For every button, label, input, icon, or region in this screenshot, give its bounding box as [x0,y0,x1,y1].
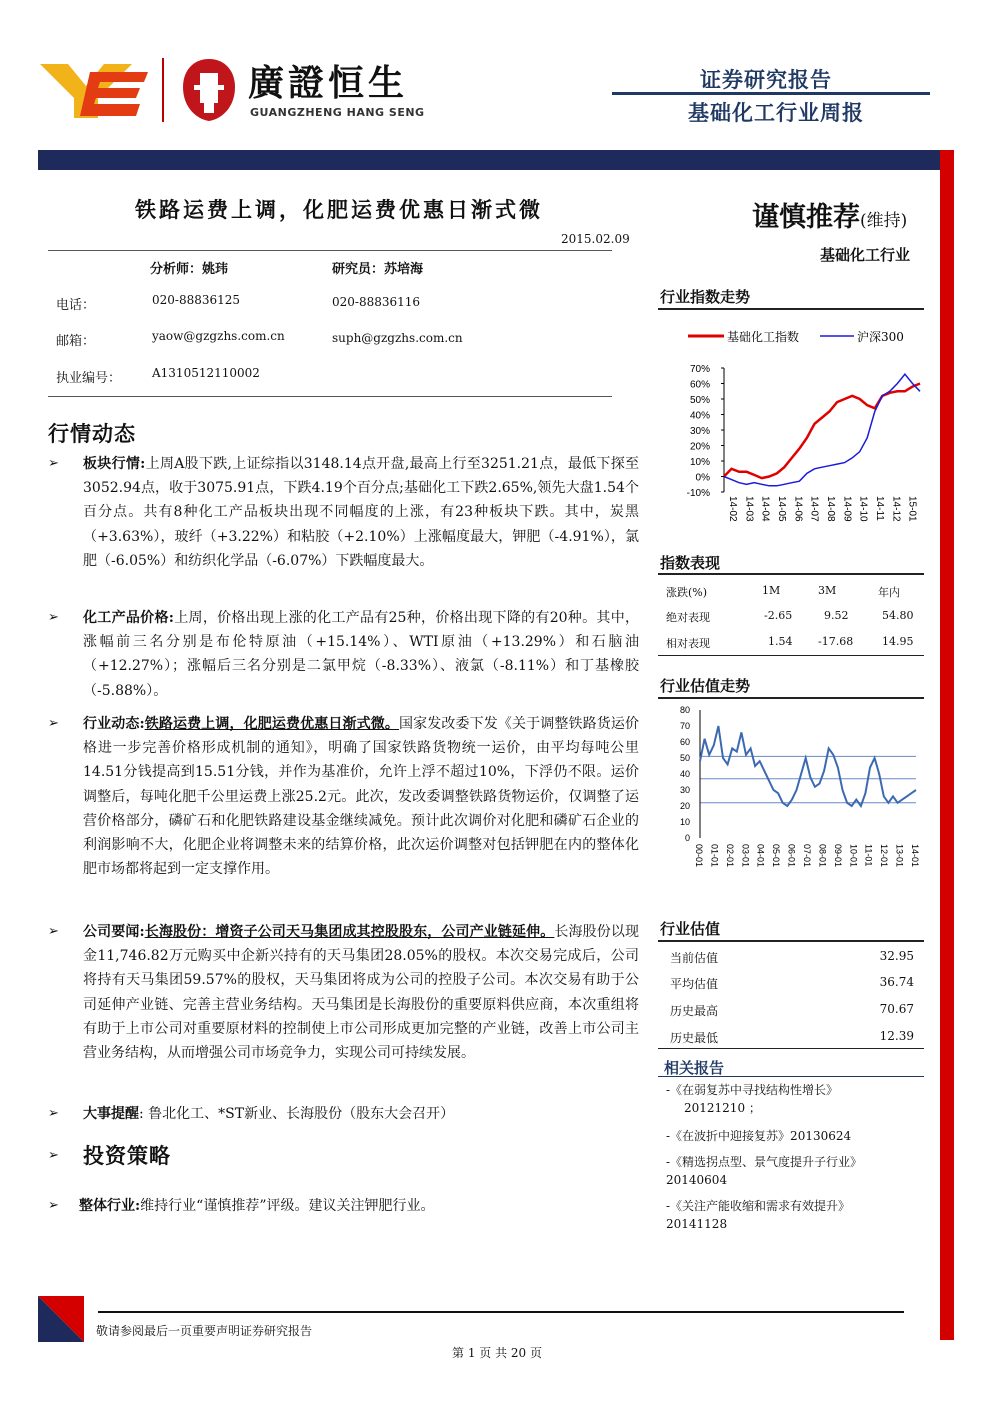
valuation-table [658,941,924,1049]
valuation-heading: 行业估值 [660,920,721,938]
report-subtitle: 基础化工行业周报 [688,101,864,125]
header-divider [612,92,930,95]
x-tick-label: 14-04 [759,496,771,522]
report-date: 2015.02.09 [561,232,630,246]
contact-bottom-rule [48,396,612,397]
perf-header-1m: 1M [762,584,781,597]
perf-cell: 1.54 [768,635,793,648]
valuation-value: 36.74 [879,975,914,989]
perf-cell: -2.65 [764,609,793,622]
related-report-date: 20121210 ； [684,1101,761,1115]
valuation-label: 平均估值 [670,977,719,991]
brand-logo-icon [40,58,150,122]
researcher-name: 研究员：苏培海 [332,262,424,277]
related-report-date: 20140604 [666,1173,728,1187]
brand-name: 廣證恒生 [248,62,409,104]
x-tick-label: 14-09 [841,496,853,522]
rating-sector: 基础化工行业 [820,246,911,264]
bullet-industry-news [83,712,639,881]
researcher-phone: 020-88836116 [332,295,421,309]
analyst-license: A1310512110002 [152,366,260,380]
y-tick-label: 40 [679,769,690,779]
related-report-title: -《关注产能收缩和需求有效提升》 [666,1199,851,1213]
rating-note: (维持) [860,211,908,231]
x-tick-label: 12-01 [879,844,890,868]
x-tick-label: 10-01 [848,844,859,868]
perf-header-ytd: 年内 [878,586,900,599]
y-tick-label: 70 [679,721,690,731]
y-tick-label: 70% [689,364,710,375]
related-reports-heading: 相关报告 [664,1059,725,1077]
bullet-arrow-icon: ➢ [48,610,59,625]
contact-top-rule [48,250,612,251]
bullet-text: 上周A股下跌,上证综指以3148.14点开盘,最高上行至3251.21点，最低下探至3052.94点，收于3075.91点，下跌4.19个百分点;基础化工下跌2.65%,领先大盘1.54个百分点。共有8种化工产品板块出现不同幅度的上涨，有23种板块下跌。其中，炭黑（+3.63%），玻纤（+3.22%）和粘胶（+2.10%）上涨幅度最大，钾肥（-4.91%），氯肥（-6.05%）和纺织化学品（-6.07%）下跌幅度最大。 [83,456,640,569]
chart-legend [688,329,904,344]
y-tick-label: -10% [686,488,710,499]
bullet-title: 化工产品价格: [83,610,174,626]
x-tick-label: 01-01 [709,844,720,868]
report-title: 铁路运费上调，化肥运费优惠日渐式微 [135,197,543,222]
section-heading-strategy: 投资策略 [83,1143,171,1168]
bullet-arrow-icon: ➢ [48,456,59,471]
bullet-text: 维持行业“谨慎推荐”评级。建议关注钾肥行业。 [140,1198,435,1214]
analyst-name: 分析师：姚玮 [150,262,229,277]
valuation-label: 当前估值 [670,951,719,965]
contact-label-phone: 电话： [56,298,96,313]
perf-cell: 9.52 [824,609,849,622]
sidebar-rule [658,697,924,699]
valuation-label: 历史最低 [670,1031,719,1045]
bullet-overall-industry [79,1194,635,1218]
x-tick-label: 14-01 [910,844,920,868]
y-tick-label: 50% [689,395,710,406]
bullet-title: 大事提醒 [83,1106,139,1122]
valuation-value: 70.67 [879,1002,914,1016]
x-tick-label: 03-01 [740,844,751,868]
bullet-events [83,1102,639,1126]
perf-header-3m: 3M [818,584,837,597]
y-tick-label: 10 [679,817,690,827]
series-valuation-line [700,726,916,806]
section-heading-market: 行情动态 [48,421,136,446]
x-tick-label: 04-01 [755,844,766,868]
rating [752,195,907,234]
x-tick-label: 14-05 [776,496,787,522]
contact-label-license: 执业编号： [56,371,122,386]
x-tick-label: 11-01 [863,844,874,867]
x-axis-ticks [727,496,918,522]
page-number: 第 1 页 共 20 页 [452,1346,542,1360]
valuation-label: 历史最高 [670,1004,719,1018]
y-tick-label: 50 [679,753,690,763]
index-trend-heading: 行业指数走势 [660,288,751,306]
bullet-text: 长海股份以现金11,746.82万元购买中企新兴持有的天马集团28.05%的股权。本次交易完成后，公司将持有天马集团59.57%的股权，天马集团将成为公司的控股子公司。本次交易有助于公司延伸产业链、完善主营业务结构。天马集团是长海股份的重要原料供应商，本次重组将有助于上市公司对重要原材料的控制使上市公司形成更加完整的产业链，改善上市公司主营业务结构，从而增强公司市场竞争力，实现公司可持续发展。 [83,924,640,1062]
x-tick-label: 14-06 [792,496,804,522]
related-report-title: -《在弱复苏中寻找结构性增长》 [666,1083,839,1097]
related-report-title: -《精选拐点型、景气度提升子行业》 [666,1155,863,1169]
header-band [38,150,940,170]
report-type: 证券研究报告 [700,68,832,92]
bullet-headline: 长海股份：增资子公司天马集团成其控股股东，公司产业链延伸。 [144,924,555,940]
x-tick-label: 13-01 [894,844,905,868]
y-tick-label: 20% [689,441,710,453]
logo-divider [162,58,164,122]
index-performance-heading: 指数表现 [660,554,721,572]
bullet-arrow-icon: ➢ [48,1198,59,1213]
bullet-company-news [83,920,639,1065]
related-report-title: -《在波折中迎接复苏》20130624 [666,1129,852,1143]
y-tick-label: 0% [695,472,710,484]
x-tick-label: 08-01 [817,844,828,868]
x-tick-label: 14-07 [808,496,820,522]
side-red-band [940,150,954,1340]
analyst-phone: 020-88836125 [152,293,241,307]
bullet-title: 板块行情: [83,456,146,472]
footer-disclaimer: 敬请参阅最后一页重要声明证券研究报告 [96,1324,313,1338]
bullet-title: 行业动态: [83,716,145,732]
valuation-trend-heading: 行业估值走势 [660,677,751,695]
x-tick-label: 14-08 [825,496,836,522]
analyst-email[interactable]: yaow@gzgzhs.com.cn [152,329,285,343]
perf-cell: -17.68 [818,635,854,648]
x-tick-label: 14-12 [890,496,902,522]
x-tick-label: 07-01 [802,844,812,868]
x-tick-label: 00-01 [694,844,704,868]
bullet-title: 公司要闻: [83,924,145,940]
sidebar-rule [658,308,924,310]
researcher-email[interactable]: suph@gzgzhs.com.cn [332,331,463,345]
perf-row-label: 绝对表现 [666,611,710,624]
x-tick-label: 09-01 [832,844,843,868]
valuation-trend-chart [658,700,924,890]
brand-name-en: GUANGZHENG HANG SENG [250,106,425,119]
x-tick-label: 06-01 [786,844,797,868]
y-tick-label: 30% [689,426,710,437]
bullet-arrow-icon: ➢ [48,716,59,731]
legend-label-hs300: 沪深300 [857,330,904,344]
sidebar-rule [658,1076,924,1077]
footer-corner-icon [38,1296,84,1342]
x-tick-label: 05-01 [771,844,782,868]
bullet-arrow-icon: ➢ [48,1106,59,1121]
valuation-value: 32.95 [879,949,914,963]
y-tick-label: 10% [689,457,710,468]
y-tick-label: 80 [679,705,690,715]
perf-header-label: 涨跌(%) [666,586,708,599]
bullet-headline: 铁路运费上调，化肥运费优惠日渐式微。 [144,716,400,732]
related-report-date: 20141128 [666,1217,728,1231]
bullet-arrow-icon: ➢ [48,924,59,939]
bullet-text: 上周，价格出现上涨的化工产品有25种，价格出现下降的有20种。其中，涨幅前三名分别是布伦特原油（+15.14%）、WTI原油（+13.29%）和石脑油（+12.27%）；涨幅后三名分别是二氯甲烷（-8.33%）、液氯（-8.11%）和丁基橡胶（-5.88%）。 [83,610,639,699]
x-axis-ticks [694,844,920,867]
x-tick-label: 02-01 [724,844,735,868]
x-tick-label: 15-01 [906,496,918,522]
series-hs300-line [724,374,920,486]
y-tick-label: 60 [679,737,690,747]
y-tick-label: 60% [689,379,710,391]
perf-cell: 14.95 [882,635,914,648]
performance-table [658,574,924,656]
seal-logo-icon [180,57,238,123]
y-tick-label: 20 [679,801,690,811]
contact-label-email: 邮箱： [56,334,96,349]
related-report-item[interactable] [666,1153,916,1189]
x-tick-label: 14-02 [727,496,738,522]
rating-value: 谨慎推荐 [752,202,860,233]
index-trend-chart [658,318,924,528]
related-report-item[interactable] [666,1197,916,1233]
bullet-sector-market [83,452,639,573]
section-arrow-icon: ➢ [48,1148,59,1163]
related-report-item[interactable] [666,1127,916,1145]
x-tick-label: 14-11 [874,496,885,521]
related-report-item[interactable] [666,1081,916,1117]
footer-rule [98,1311,904,1313]
y-tick-label: 0 [684,833,690,843]
x-tick-label: 14-03 [743,496,755,522]
y-axis-ticks [680,705,690,843]
y-tick-label: 40% [689,410,710,422]
x-tick-label: 14-10 [857,496,869,522]
series-industry-line [724,384,920,479]
y-tick-label: 30 [679,785,690,795]
bullet-title: 整体行业: [79,1198,141,1214]
perf-cell: 54.80 [882,609,914,622]
bullet-text: 国家发改委下发《关于调整铁路货运价格进一步完善价格形成机制的通知》，明确了国家铁路货物统一运价，由平均每吨公里14.51分钱提高到15.51分钱，并作为基准价，允许上浮不超过10%，下浮仍不限。运价调整后，每吨化肥千公里运费上涨25.2元。此次，发改委调整铁路货物运价，仅调整了运营价格部分，磷矿石和化肥铁路建设基金继续减免。预计此次调价对化肥和磷矿石企业的利润影响不大，化肥企业将调整未来的结算价格，此次运价调整对包括钾肥在内的整体化肥市场都将起到一定支撑作用。 [83,716,640,878]
perf-row-label: 相对表现 [666,637,710,650]
y-axis-ticks [687,364,724,499]
legend-label-industry: 基础化工指数 [727,330,800,344]
bullet-chemical-prices [83,606,639,703]
valuation-value: 12.39 [879,1029,914,1043]
bullet-text: : 鲁北化工、*ST新业、长海股份（股东大会召开） [139,1106,455,1122]
